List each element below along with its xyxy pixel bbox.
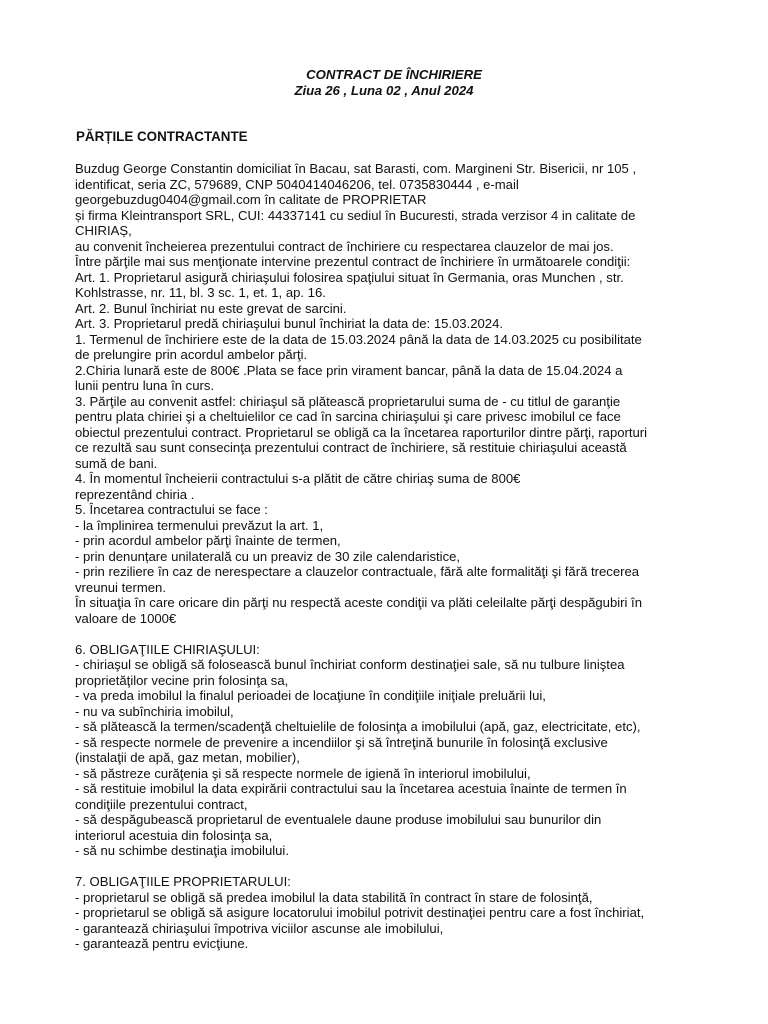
contract-line: de prelungire prin acordul ambelor părţi. [75,347,308,362]
contract-line: - garantează chiriaşului împotriva viciilor ascunse ale imobilului, [75,920,444,936]
contract-line: - chiriaşul se obligă să folosească bunul închiriat conform destinaţiei sale, să nu tulbure liniştea [75,657,625,672]
contract-line: - nu va subînchiria imobilul, [75,703,234,719]
contract-line: Art. 1. Proprietarul asigură chiriaşului folosirea spaţiului situat în Germania, oras Munchen , str. [75,269,624,285]
contract-line: - prin reziliere în caz de nerespectare a clauzelor contractuale, fără alte formalităţi şi fără trecerea [75,564,640,579]
contract-line: identificat, seria ZC, 579689, CNP 5040414046206, tel. 0735830444 , e-mail [75,176,519,192]
contract-line: - prin acordul ambelor părţi înainte de termen, [75,533,341,548]
contract-line: CHIRIAȘ, [75,223,132,238]
contract-line: - să plătească la termen/scadenţă cheltuielile de folosinţa a imobilului (apă, gaz, electricitate, etc), [75,719,641,734]
contract-line: lunii pentru luna în curs. [75,378,215,393]
contract-line: - să despăgubească proprietarul de eventualele daune produse imobilului sau bunurilor din [75,812,602,827]
contract-line: sumă de bani. [75,455,158,471]
contract-line: Art. 3. Proprietarul predă chiriaşului bunul închiriat la data de: 15.03.2024. [75,316,503,331]
contract-line: În situaţia în care oricare din părţi nu respectă aceste condiţii va plăti celeilalte părţi despăgubiri în [75,595,642,610]
contract-line: 7. OBLIGAŢIILE PROPRIETARULUI: [75,874,291,889]
contract-line: - proprietarul se obligă să predea imobilul la data stabilită în contract în stare de folosinţă, [75,889,593,905]
contract-line: - proprietarul se obligă să asigure locatorului imobilul potrivit destinaţiei pentru care a fost închiriat, [75,905,645,920]
contract-line: - garantează pentru evicţiune. [75,936,249,951]
section-parties-heading: PĂRȚILE CONTRACTANTE [76,129,248,144]
contract-line: - prin denunțare unilaterală cu un preaviz de 30 zile calendaristice, [75,548,461,564]
contract-line: Buzdug George Constantin domiciliat în Bacau, sat Barasti, com. Margineni Str. Bisericii, nr 105 , [75,161,637,176]
contract-title [0,67,768,99]
contract-line: - la împlinirea termenului prevăzut la art. 1, [75,517,324,533]
contract-line: și firma Kleintransport SRL, CUI: 44337141 cu sediul în Bucuresti, strada verzisor 4 in calitate de [75,207,636,223]
contract-line: Între părţile mai sus menţionate intervine prezentul contract de închiriere în următoarele condiţii: [75,254,631,269]
contract-line: 4. În momentul încheierii contractului s-a plătit de către chiriaş suma de 800€ [75,471,521,486]
contract-line: pentru plata chiriei şi a cheltuielilor ce cad în sarcina chiriaşului şi care privesc imobilul ce face [75,409,621,424]
contract-line: - va preda imobilul la finalul perioadei de locaţiune în condiţiile iniţiale preluării lui, [75,688,546,703]
contract-line: vreunui termen. [75,579,166,595]
contract-line: ce rezultă sau sunt consecinţa prezentului contract de închiriere, să restituie chiriaşului această [75,440,627,455]
contract-line: au convenit încheierea prezentului contract de închiriere cu respectarea clauzelor de mai jos. [75,238,614,254]
contract-line: obiectul prezentului contract. Proprietarul se obligă ca la încetarea raporturilor dintre părţi, raporturi [75,424,648,440]
contract-date: Ziua 26 , Luna 02 , Anul 2024 [294,83,474,98]
contract-line: 1. Termenul de închiriere este de la data de 15.03.2024 până la data de 14.03.2025 cu posibilitate [75,331,642,347]
contract-body [75,161,700,952]
contract-line: 3. Părţile au convenit astfel: chiriaşul să plătească proprietarului suma de - cu titlul de garanţie [75,393,621,409]
contract-title-heading: CONTRACT DE ÎNCHIRIERE [306,67,482,82]
contract-line: 2.Chiria lunară este de 800€ .Plata se face prin virament bancar, până la data de 15.04.2024 a [75,362,623,378]
contract-line: Art. 2. Bunul închiriat nu este grevat de sarcini. [75,300,347,316]
contract-line: 6. OBLIGAŢIILE CHIRIAŞULUI: [75,641,260,657]
contract-line: Kohlstrasse, nr. 11, bl. 3 sc. 1, et. 1, ap. 16. [75,285,326,300]
contract-line: reprezentând chiria . [75,486,195,502]
contract-line: valoare de 1000€ [75,610,177,626]
contract-line: - să nu schimbe destinaţia imobilului. [75,843,289,858]
blank-line [75,626,700,642]
blank-line [75,859,700,875]
contract-line: - să restituie imobilul la data expirării contractului sau la încetarea acestuia înainte de termen în [75,781,627,796]
contract-line: - să păstreze curăţenia şi să respecte normele de igienă în interiorul imobilului, [75,765,531,781]
contract-line: proprietăţilor vecine prin folosinţa sa, [75,672,289,688]
contract-line: interiorul acestuia din folosinţa sa, [75,827,273,843]
contract-line: condiţiile prezentului contract, [75,796,248,812]
contract-line: 5. Încetarea contractului se face : [75,502,268,517]
contract-line: georgebuzdug0404@gmail.com în calitate de PROPRIETAR [75,192,427,207]
contract-line: - să respecte normele de prevenire a incendiilor şi să întreţină bunurile în folosinţă exclusive [75,734,608,750]
contract-line: (instalaţii de apă, gaz metan, mobilier), [75,750,300,765]
